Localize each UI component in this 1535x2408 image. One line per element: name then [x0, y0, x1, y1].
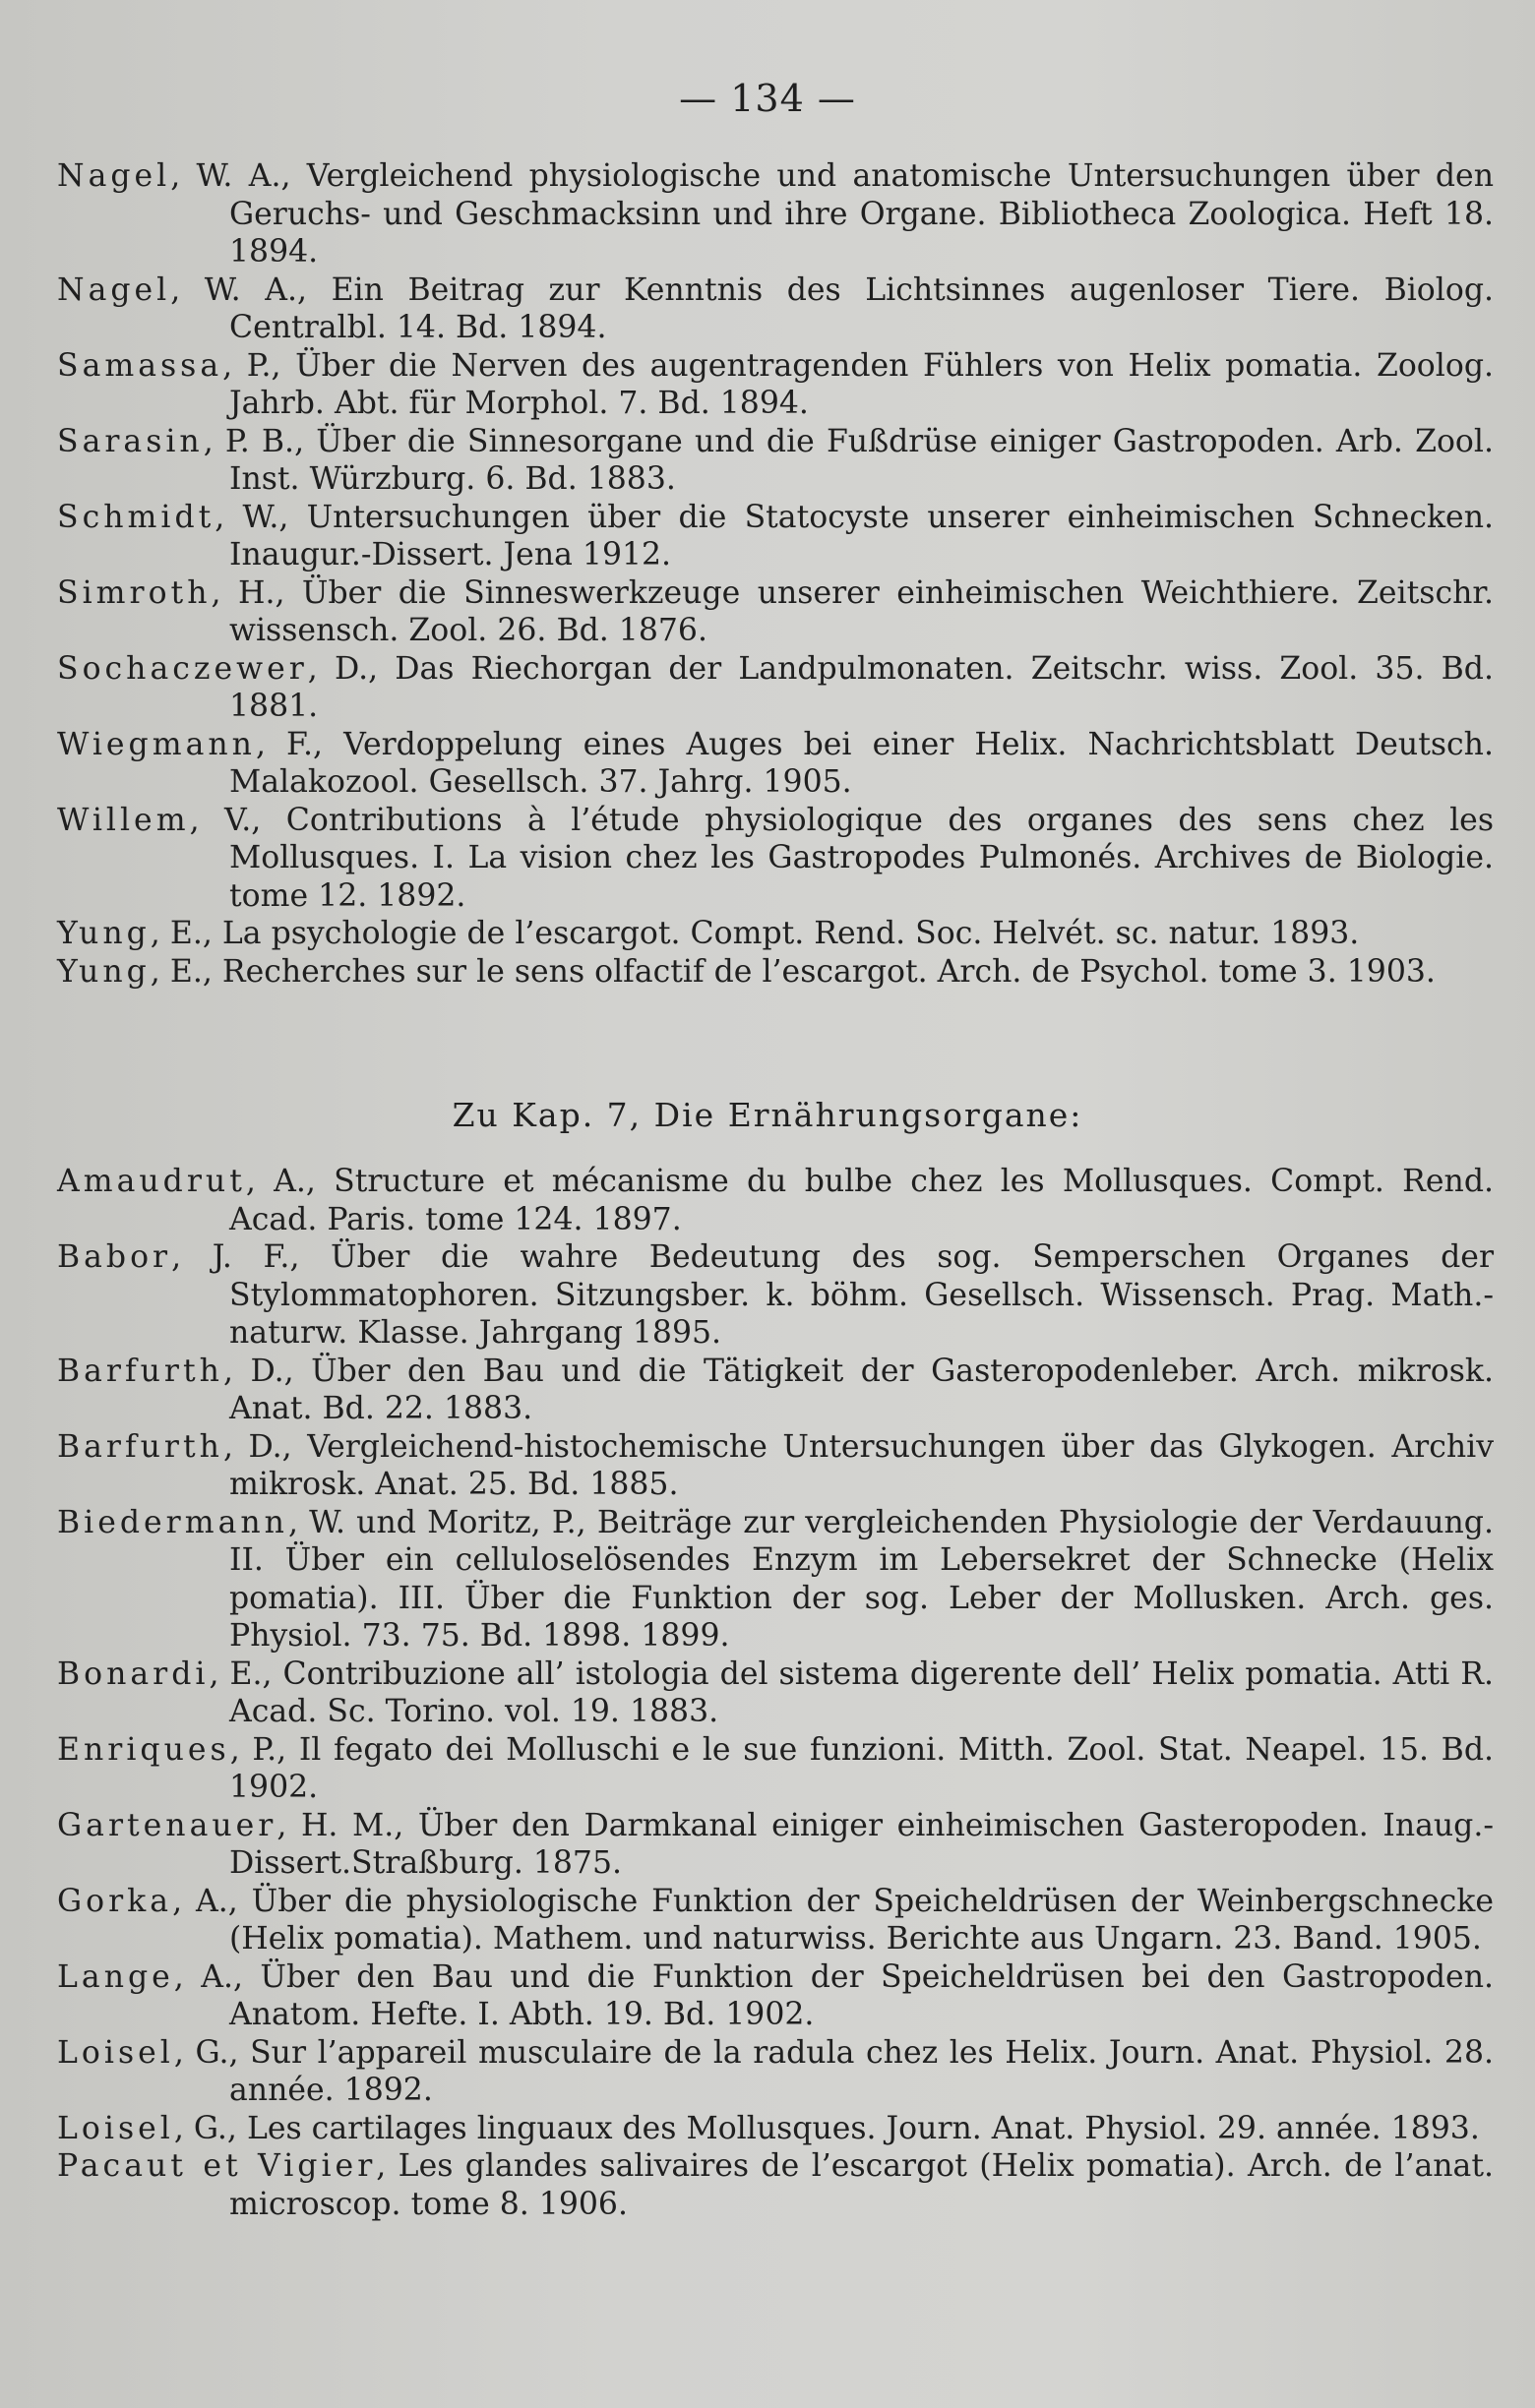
entry-text: , P., Il fegato dei Molluschi e le sue funzioni. Mitth. Zool. Stat. Neapel. 15. Bd. 1902. — [229, 1731, 1494, 1805]
entry-text: , H. M., Über den Darmkanal einiger einheimischen Gasteropoden. Inaug.-Dissert.Straßburg. 1875. — [229, 1807, 1494, 1881]
entry-text: , E., Recherches sur le sens olfactif de l’escargot. Arch. de Psychol. tome 3. 1903. — [150, 953, 1436, 990]
entry-text: , A., Über die physiologische Funktion der Speicheldrüsen der Weinbergschnecke (Helix pomatia). Mathem. und naturwiss. Berichte aus Ungarn. 23. Band. 1905. — [172, 1883, 1494, 1956]
bibliography-entry — [57, 953, 1494, 992]
entry-author: Wiegmann — [57, 726, 256, 762]
entry-author: Sochaczewer — [57, 650, 308, 687]
entry-author: Gorka — [57, 1883, 173, 1919]
bibliography-entry — [57, 1504, 1494, 1656]
entry-author: Schmidt — [57, 499, 215, 535]
entry-author: Simroth — [57, 574, 212, 611]
bibliography-entry — [57, 271, 1494, 347]
entry-text: , W. A., Vergleichend physiologische und anatomische Untersuchungen über den Geruchs- und Geschmacksinn und ihre Organe. Bibliotheca Zoologica. Heft 18. 1894. — [170, 158, 1494, 270]
bibliography-entry — [57, 1807, 1494, 1883]
bibliography-entry — [57, 423, 1494, 499]
entry-text: , E., La psychologie de l’escargot. Compt. Rend. Soc. Helvét. sc. natur. 1893. — [150, 916, 1360, 951]
entry-author: Amaudrut — [57, 1164, 246, 1199]
bibliography-entry — [57, 1163, 1494, 1238]
bibliography-entry — [57, 726, 1494, 802]
bibliography-entry — [57, 1958, 1494, 2034]
bibliography-entry — [57, 574, 1494, 650]
entry-author: Babor — [57, 1239, 172, 1275]
entry-author: Yung — [57, 916, 151, 951]
bibliography-entry — [57, 650, 1494, 726]
entry-text: , F., Verdoppelung eines Auges bei einer Helix. Nachrichtsblatt Deutsch. Malakozool. Gesellsch. 37. Jahrg. 1905. — [229, 726, 1494, 800]
bibliography-entry — [57, 1656, 1494, 1731]
bibliography-entry — [57, 1353, 1494, 1428]
entry-text: , G., Les cartilages linguaux des Mollusques. Journ. Anat. Physiol. 29. année. 1893. — [173, 2110, 1480, 2146]
entry-text: , G., Sur l’appareil musculaire de la radula chez les Helix. Journ. Anat. Physiol. 28. année. 1892. — [173, 2034, 1494, 2108]
section-heading: Zu Kap. 7, Die Ernährungsorgane: — [452, 1096, 1083, 1134]
bibliography-entry — [57, 1731, 1494, 1807]
bibliography-entry — [57, 347, 1494, 423]
bibliography-entry — [57, 1883, 1494, 1958]
entry-author: Yung — [57, 953, 151, 990]
entry-author: Sarasin — [57, 423, 204, 459]
bibliography-entry — [57, 2034, 1494, 2110]
entry-author: Enriques — [57, 1731, 230, 1768]
entry-author: Gartenauer — [57, 1807, 277, 1843]
entry-text: , D., Das Riechorgan der Landpulmonaten. Zeitschr. wiss. Zool. 35. Bd. 1881. — [229, 650, 1494, 724]
entry-text: , V., Contributions à l’étude physiologique des organes des sens chez les Mollusques. I. La vision chez les Gastropodes Pulmonés. Archives de Biologie. tome 12. 1892. — [189, 802, 1494, 914]
entry-author: Loisel — [57, 2110, 174, 2146]
bibliography-entry — [57, 1428, 1494, 1504]
entry-text: , J. F., Über die wahre Bedeutung des sog. Semperschen Organes der Stylommatophoren. Sitzungsber. k. böhm. Gesellsch. Wissensch. Prag. Math.-naturw. Klasse. Jahrgang 1895. — [171, 1239, 1494, 1351]
entry-author: Bonardi — [57, 1656, 210, 1692]
entry-text: , W. A., Ein Beitrag zur Kenntnis des Lichtsinnes augenloser Tiere. Biolog. Centralbl. 14. Bd. 1894. — [170, 271, 1494, 345]
entry-author: Lange — [57, 1958, 174, 1995]
bibliography-entry — [57, 2147, 1494, 2223]
entry-author: Samassa — [57, 347, 223, 384]
entry-text: , E., Contribuzione all’ istologia del sistema digerente dell’ Helix pomatia. Atti R. Acad. Sc. Torino. vol. 19. 1883. — [209, 1656, 1494, 1729]
bibliography-section-sense-organs — [57, 157, 1494, 991]
bibliography-entry — [57, 1238, 1494, 1353]
entry-author: Nagel — [57, 271, 171, 308]
entry-text: , W. und Moritz, P., Beiträge zur vergleichenden Physiologie der Verdauung. II. Über ein celluloselösendes Enzym im Lebersekret der Schnecke (Helix pomatia). III. Über die Funktion der sog. Leber der Mollusken. Arch. ges. Physiol. 73. 75. Bd. 1898. 1899. — [229, 1504, 1494, 1654]
entry-author: Barfurth — [57, 1428, 223, 1465]
bibliography-entry — [57, 2110, 1494, 2148]
bibliography-entry — [57, 915, 1494, 953]
entry-author: Loisel — [57, 2034, 174, 2071]
entry-text: , Les glandes salivaires de l’escargot (Helix pomatia). Arch. de l’anat. microscop. tome 8. 1906. — [229, 2148, 1494, 2222]
entry-author: Pacaut et Vigier — [57, 2148, 377, 2184]
entry-author: Biedermann — [57, 1504, 288, 1540]
bibliography-entry — [57, 802, 1494, 916]
bibliography-entry — [57, 499, 1494, 574]
entry-text: , D., Vergleichend-histochemische Untersuchungen über das Glykogen. Archiv mikrosk. Anat. 25. Bd. 1885. — [222, 1428, 1494, 1502]
entry-text: , A., Structure et mécanisme du bulbe chez les Mollusques. Compt. Rend. Acad. Paris. tome 124. 1897. — [229, 1164, 1494, 1237]
entry-text: , W., Untersuchungen über die Statocyste unserer einheimischen Schnecken. Inaugur.-Dissert. Jena 1912. — [215, 499, 1494, 572]
entry-text: , P., Über die Nerven des augentragenden Fühlers von Helix pomatia. Zoolog. Jahrb. Abt. für Morphol. 7. Bd. 1894. — [222, 347, 1494, 421]
entry-author: Nagel — [57, 158, 171, 194]
entry-author: Barfurth — [57, 1353, 223, 1389]
page-number: — 134 — — [679, 77, 856, 120]
entry-text: , H., Über die Sinneswerkzeuge unserer einheimischen Weichthiere. Zeitschr. wissensch. Zool. 26. Bd. 1876. — [211, 574, 1494, 648]
entry-text: , D., Über den Bau und die Tätigkeit der Gasteropodenleber. Arch. mikrosk. Anat. Bd. 22. 1883. — [222, 1353, 1494, 1426]
entry-text: , A., Über den Bau und die Funktion der Speicheldrüsen bei den Gastropoden. Anatom. Hefte. I. Abth. 19. Bd. 1902. — [173, 1958, 1494, 2032]
bibliography-section-digestive-organs — [57, 1163, 1494, 2223]
bibliography-entry — [57, 157, 1494, 271]
entry-author: Willem — [57, 802, 190, 838]
entry-text: , P. B., Über die Sinnesorgane und die Fußdrüse einiger Gastropoden. Arb. Zool. Inst. Würzburg. 6. Bd. 1883. — [203, 423, 1494, 497]
